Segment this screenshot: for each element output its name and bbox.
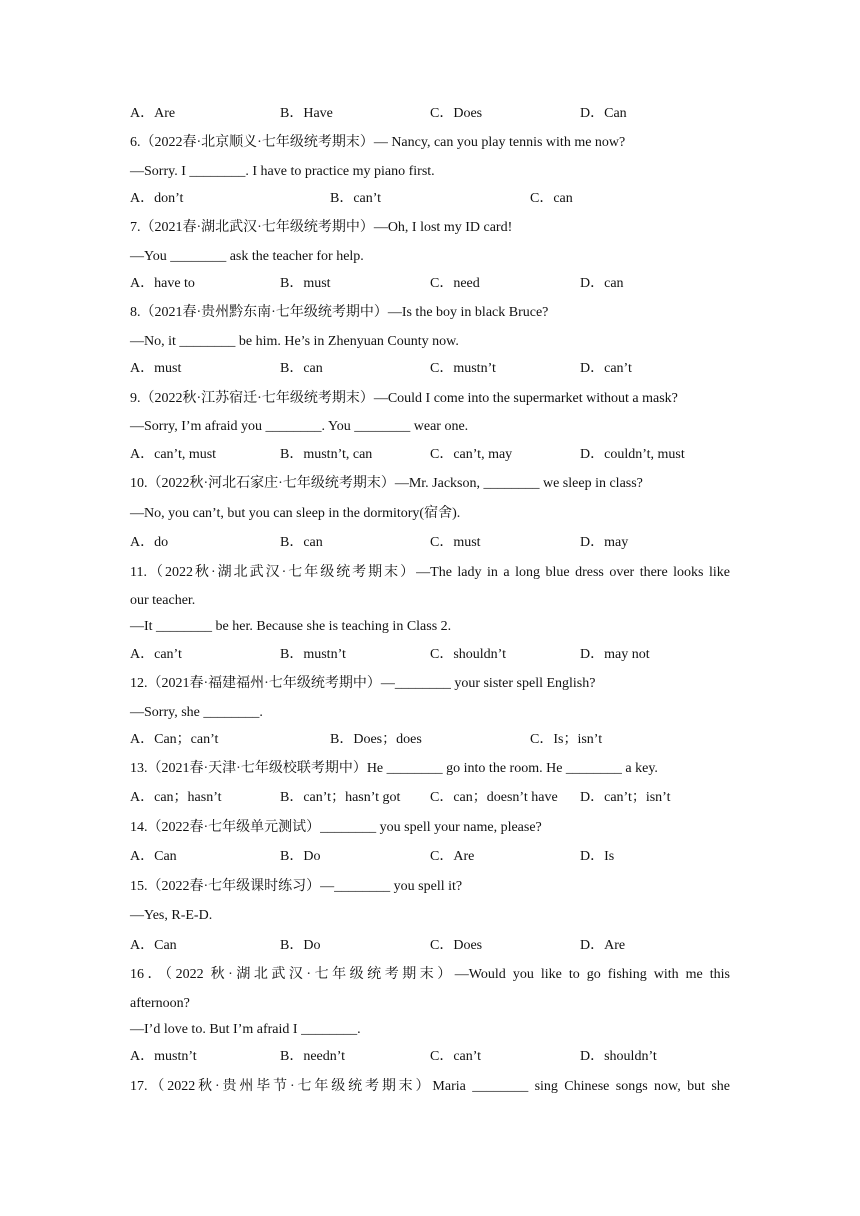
q11-option-a[interactable]: A．can’t [130,647,182,662]
q16-reply: —I’d love to. But I’m afraid I ________. [130,1022,361,1037]
q6-option-c[interactable]: C．can [530,191,573,206]
q7-option-c[interactable]: C．need [430,276,480,291]
q8-option-c[interactable]: C．mustn’t [430,361,496,376]
q9-option-d[interactable]: D．couldn’t, must [580,447,685,462]
q13-option-a[interactable]: A．can；hasn’t [130,790,222,805]
q9-reply: —Sorry, I’m afraid you ________. You ________ wear one. [130,419,469,434]
q13-option-c[interactable]: C．can；doesn’t have [430,790,558,805]
q15-stem: 15.（2022春·七年级课时练习）—________ you spell it? [130,879,463,894]
q13-stem: 13.（2021春·天津·七年级校联考期中）He ________ go into the room. He ________ a key. [130,761,658,776]
q16-option-a[interactable]: A．mustn’t [130,1049,197,1064]
q10-option-d[interactable]: D．may [580,535,629,550]
q7-reply: —You ________ ask the teacher for help. [130,249,364,264]
q5-options [130,104,730,124]
q16-option-d[interactable]: D．shouldn’t [580,1049,657,1064]
q14-option-c[interactable]: C．Are [430,849,475,864]
q14-option-a[interactable]: A．Can [130,849,177,864]
q11-option-d[interactable]: D．may not [580,647,650,662]
q15-option-c[interactable]: C．Does [430,938,483,953]
q11-stem: 11.（2022秋·湖北武汉·七年级统考期末）—The lady in a long blue dress over there looks like [130,565,730,580]
q8-stem: 8.（2021春·贵州黔东南·七年级统考期中）—Is the boy in black Bruce? [130,305,549,320]
q10-options [130,533,730,553]
q5-option-a[interactable]: A．Are [130,106,176,121]
q9-option-b[interactable]: B．mustn’t, can [280,447,373,462]
q10-option-c[interactable]: C．must [430,535,481,550]
q8-option-d[interactable]: D．can’t [580,361,632,376]
q14-options [130,847,730,867]
q8-options [130,359,730,379]
q16-stem: 16．（2022 秋·湖北武汉·七年级统考期末）—Would you like to go fishing with me this [130,967,730,982]
q5-option-d[interactable]: D．Can [580,106,627,121]
q9-option-c[interactable]: C．can’t, may [430,447,513,462]
q9-option-a[interactable]: A．can’t, must [130,447,217,462]
q12-option-b[interactable]: B．Does；does [330,732,422,747]
q13-option-d[interactable]: D．can’t；isn’t [580,790,671,805]
q15-option-b[interactable]: B．Do [280,938,321,953]
q10-option-b[interactable]: B．can [280,535,323,550]
q15-reply: —Yes, R-E-D. [130,908,213,923]
q11-options [130,645,730,665]
q5-option-c[interactable]: C．Does [430,106,483,121]
q10-option-a[interactable]: A．do [130,535,169,550]
q11-option-c[interactable]: C．shouldn’t [430,647,506,662]
q14-option-b[interactable]: B．Do [280,849,321,864]
q12-stem: 12.（2021春·福建福州·七年级统考期中）—________ your sister spell English? [130,676,596,691]
q11-option-b[interactable]: B．mustn’t [280,647,346,662]
q7-option-b[interactable]: B．must [280,276,331,291]
q10-stem: 10.（2022秋·河北石家庄·七年级统考期末）—Mr. Jackson, ________ we sleep in class? [130,476,643,491]
q12-options [130,730,730,750]
q8-option-b[interactable]: B．can [280,361,323,376]
q11-reply: —It ________ be her. Because she is teaching in Class 2. [130,619,452,634]
q9-options [130,445,730,465]
q6-option-b[interactable]: B．can’t [330,191,382,206]
q8-option-a[interactable]: A．must [130,361,182,376]
q5-option-b[interactable]: B．Have [280,106,333,121]
q15-option-a[interactable]: A．Can [130,938,177,953]
q6-options [130,189,730,209]
q11-stem-continued: our teacher. [130,593,196,608]
q15-option-d[interactable]: D．Are [580,938,626,953]
q12-option-a[interactable]: A．Can；can’t [130,732,219,747]
q17-stem: 17.（2022秋·贵州毕节·七年级统考期末）Maria ________ sing Chinese songs now, but she [130,1079,730,1094]
q12-reply: —Sorry, she ________. [130,705,263,720]
q7-option-d[interactable]: D．can [580,276,624,291]
q16-option-c[interactable]: C．can’t [430,1049,482,1064]
q6-stem: 6.（2022春·北京顺义·七年级统考期末）— Nancy, can you play tennis with me now? [130,135,626,150]
q16-options [130,1047,730,1067]
q6-reply: —Sorry. I ________. I have to practice my piano first. [130,164,435,179]
q14-option-d[interactable]: D．Is [580,849,615,864]
q15-options [130,936,730,956]
q8-reply: —No, it ________ be him. He’s in Zhenyuan County now. [130,334,459,349]
q16-stem-continued: afternoon? [130,996,190,1011]
q12-option-c[interactable]: C．Is；isn’t [530,732,603,747]
q14-stem: 14.（2022春·七年级单元测试）________ you spell your name, please? [130,820,542,835]
q13-options [130,788,730,808]
q16-option-b[interactable]: B．needn’t [280,1049,346,1064]
q7-stem: 7.（2021春·湖北武汉·七年级统考期中）—Oh, I lost my ID card! [130,220,513,235]
q13-option-b[interactable]: B．can’t；hasn’t got [280,790,401,805]
q9-stem: 9.（2022秋·江苏宿迁·七年级统考期末）—Could I come into the supermarket without a mask? [130,391,678,406]
q6-option-a[interactable]: A．don’t [130,191,184,206]
q10-reply: —No, you can’t, but you can sleep in the dormitory(宿舍). [130,506,461,521]
q7-option-a[interactable]: A．have to [130,276,195,291]
q7-options [130,274,730,294]
